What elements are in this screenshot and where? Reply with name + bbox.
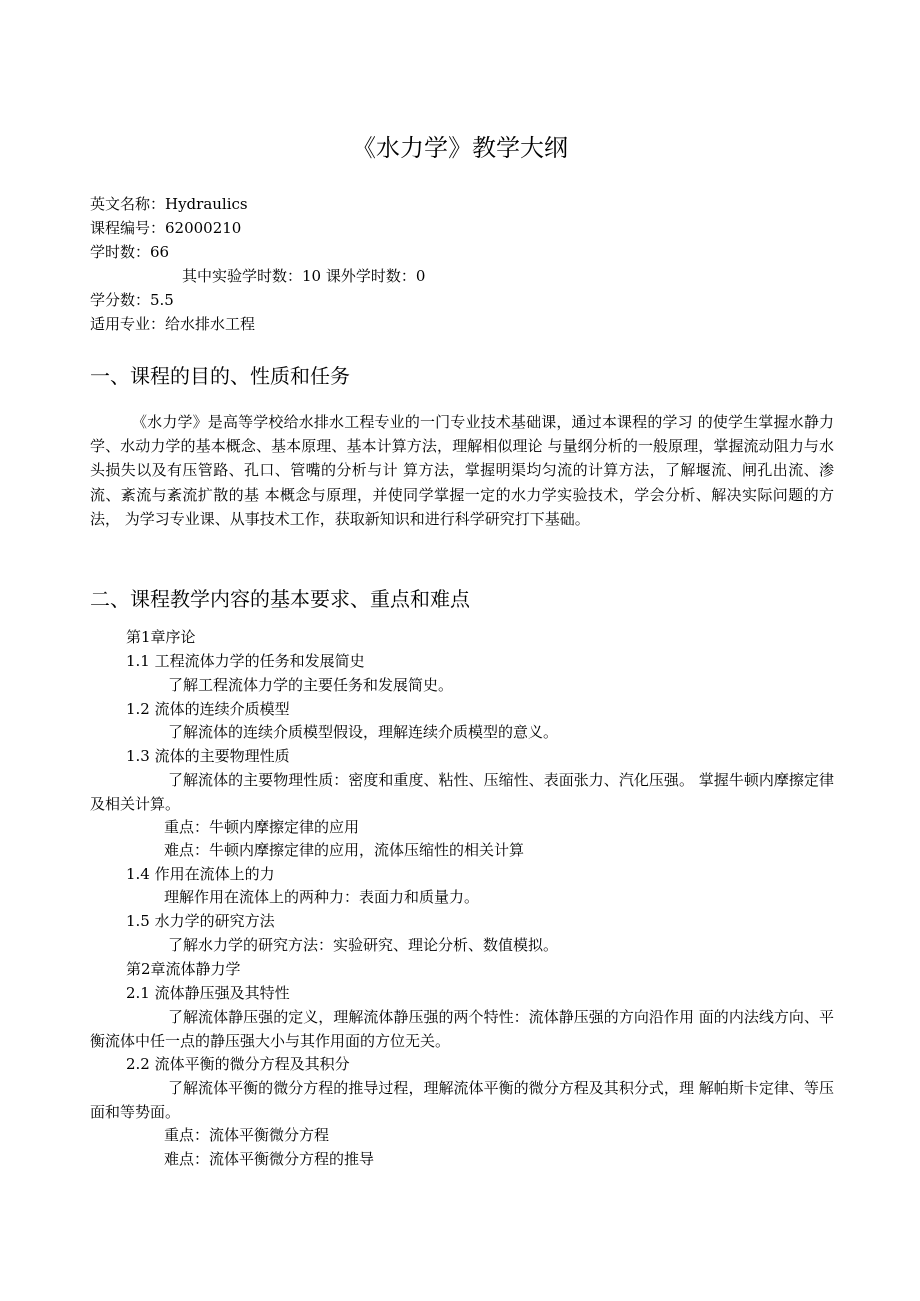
major: 适用专业：给水排水工程 [90,315,256,333]
section-1-1: 1.1 工程流体力学的任务和发展简史 [126,652,365,670]
hours: 学时数：66 [90,243,170,261]
section1-paragraph: 《水力学》是高等学校给水排水工程专业的一门专业技术基础课，通过本课程的学习 的使学生掌握水静力学、水动力学的基本概念、基本原理、基本计算方法，理解相似理论 与量纲分析的一般原理，掌握流动阻力与水头损失以及有压管路、孔口、管嘴的分析与计 算方法，掌握明渠均匀流的计算方法，了解堰流、闸孔出流、渗流、紊流与紊流扩散的基 本概念与原理，并使同学掌握一定的水力学实验技术，学会分析、解决实际问题的方法， 为学习专业课、从事技术工作，获取新知识和进行科学研究打下基础。 [90,413,834,528]
section-2-1: 2.1 流体静压强及其特性 [126,984,290,1002]
course-code: 课程编号：62000210 [90,219,242,237]
section-1-3-difficulty: 难点：牛顿内摩擦定律的应用，流体压缩性的相关计算 [164,841,525,859]
document-title: 《水力学》教学大纲 [352,134,568,162]
chapter-1-heading: 第1章序论 [126,628,196,646]
section-2-2-key-point: 重点：流体平衡微分方程 [164,1126,330,1144]
credits: 学分数：5.5 [90,291,174,309]
hours-detail: 其中实验学时数：10 课外学时数：0 [182,267,426,285]
section-1-4: 1.4 作用在流体上的力 [126,865,275,883]
section-2-1-text: 了解流体静压强的定义，理解流体静压强的两个特性：流体静压强的方向沿作用 面的内法线方向、平衡流体中任一点的静压强大小与其作用面的方位无关。 [90,1008,834,1050]
section-1-4-text: 理解作用在流体上的两种力：表面力和质量力。 [164,888,480,906]
section-1-2: 1.2 流体的连续介质模型 [126,700,290,718]
section-1-1-text: 了解工程流体力学的主要任务和发展简史。 [168,676,454,694]
english-name: 英文名称：Hydraulics [90,195,248,213]
section-2-2: 2.2 流体平衡的微分方程及其积分 [126,1055,350,1073]
section-2-2-difficulty: 难点：流体平衡微分方程的推导 [164,1150,375,1168]
section-1-3-key-point: 重点：牛顿内摩擦定律的应用 [164,818,360,836]
section-2-2-text: 了解流体平衡的微分方程的推导过程，理解流体平衡的微分方程及其积分式，理 解帕斯卡定律、等压面和等势面。 [90,1079,834,1121]
section1-heading: 一、课程的目的、性质和任务 [90,364,350,388]
section-1-3-text: 了解流体的主要物理性质：密度和重度、粘性、压缩性、表面张力、汽化压强。 掌握牛顿内摩擦定律及相关计算。 [90,771,834,813]
section-1-2-text: 了解流体的连续介质模型假设，理解连续介质模型的意义。 [168,723,559,741]
section-1-5-text: 了解水力学的研究方法：实验研究、理论分析、数值模拟。 [168,936,559,954]
section-1-5: 1.5 水力学的研究方法 [126,912,275,930]
section2-heading: 二、课程教学内容的基本要求、重点和难点 [90,587,470,611]
section-1-3: 1.3 流体的主要物理性质 [126,747,290,765]
chapter-2-heading: 第2章流体静力学 [126,960,241,978]
